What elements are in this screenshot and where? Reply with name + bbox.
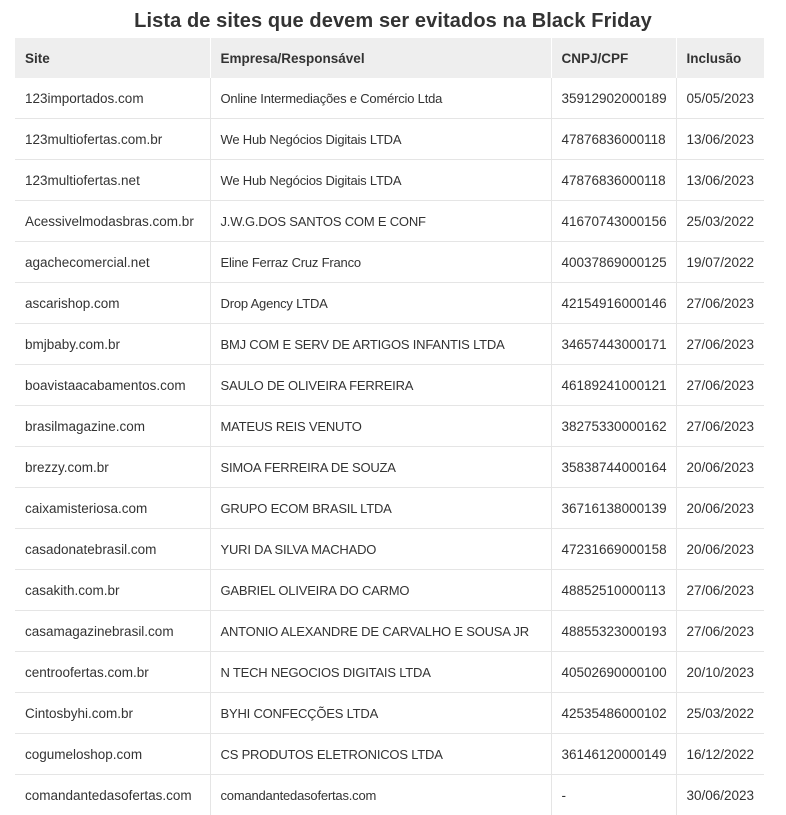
cell-empresa: YURI DA SILVA MACHADO xyxy=(210,529,551,570)
cell-cnpj: - xyxy=(551,775,676,815)
cell-cnpj: 42154916000146 xyxy=(551,283,676,324)
cell-empresa: BMJ COM E SERV DE ARTIGOS INFANTIS LTDA xyxy=(210,324,551,365)
cell-inclusao: 27/06/2023 xyxy=(676,283,764,324)
cell-empresa: J.W.G.DOS SANTOS COM E CONF xyxy=(210,201,551,242)
cell-inclusao: 27/06/2023 xyxy=(676,365,764,406)
cell-empresa: SAULO DE OLIVEIRA FERREIRA xyxy=(210,365,551,406)
cell-empresa: We Hub Negócios Digitais LTDA xyxy=(210,119,551,160)
cell-cnpj: 40037869000125 xyxy=(551,242,676,283)
table-row xyxy=(15,78,764,119)
cell-cnpj: 36716138000139 xyxy=(551,488,676,529)
column-header-empresa: Empresa/Responsável xyxy=(210,38,551,78)
cell-site: 123multiofertas.net xyxy=(15,160,210,201)
table-row xyxy=(15,324,764,365)
cell-site: bmjbaby.com.br xyxy=(15,324,210,365)
cell-empresa: comandantedasofertas.com xyxy=(210,775,551,815)
cell-site: caixamisteriosa.com xyxy=(15,488,210,529)
column-header-inclusao: Inclusão xyxy=(676,38,764,78)
cell-cnpj: 42535486000102 xyxy=(551,693,676,734)
table-row xyxy=(15,734,764,775)
cell-cnpj: 34657443000171 xyxy=(551,324,676,365)
table-body xyxy=(15,78,764,815)
cell-inclusao: 30/06/2023 xyxy=(676,775,764,815)
cell-inclusao: 13/06/2023 xyxy=(676,160,764,201)
cell-cnpj: 46189241000121 xyxy=(551,365,676,406)
cell-site: agachecomercial.net xyxy=(15,242,210,283)
cell-cnpj: 47876836000118 xyxy=(551,119,676,160)
sites-table xyxy=(15,38,764,815)
table-row xyxy=(15,611,764,652)
cell-cnpj: 38275330000162 xyxy=(551,406,676,447)
table-row xyxy=(15,652,764,693)
cell-empresa: GRUPO ECOM BRASIL LTDA xyxy=(210,488,551,529)
table-row xyxy=(15,201,764,242)
table-row xyxy=(15,693,764,734)
cell-inclusao: 27/06/2023 xyxy=(676,406,764,447)
cell-site: brezzy.com.br xyxy=(15,447,210,488)
cell-cnpj: 47231669000158 xyxy=(551,529,676,570)
cell-inclusao: 27/06/2023 xyxy=(676,324,764,365)
cell-site: casakith.com.br xyxy=(15,570,210,611)
table-row xyxy=(15,242,764,283)
cell-inclusao: 13/06/2023 xyxy=(676,119,764,160)
cell-cnpj: 48855323000193 xyxy=(551,611,676,652)
cell-inclusao: 25/03/2022 xyxy=(676,201,764,242)
cell-empresa: ANTONIO ALEXANDRE DE CARVALHO E SOUSA JR xyxy=(210,611,551,652)
cell-empresa: GABRIEL OLIVEIRA DO CARMO xyxy=(210,570,551,611)
cell-site: casamagazinebrasil.com xyxy=(15,611,210,652)
table-row xyxy=(15,775,764,815)
cell-inclusao: 25/03/2022 xyxy=(676,693,764,734)
cell-inclusao: 19/07/2022 xyxy=(676,242,764,283)
cell-site: brasilmagazine.com xyxy=(15,406,210,447)
cell-inclusao: 16/12/2022 xyxy=(676,734,764,775)
cell-inclusao: 27/06/2023 xyxy=(676,611,764,652)
table-row xyxy=(15,283,764,324)
table-row xyxy=(15,529,764,570)
cell-cnpj: 40502690000100 xyxy=(551,652,676,693)
cell-cnpj: 36146120000149 xyxy=(551,734,676,775)
cell-empresa: Drop Agency LTDA xyxy=(210,283,551,324)
cell-empresa: SIMOA FERREIRA DE SOUZA xyxy=(210,447,551,488)
cell-site: cogumeloshop.com xyxy=(15,734,210,775)
cell-site: Cintosbyhi.com.br xyxy=(15,693,210,734)
cell-site: casadonatebrasil.com xyxy=(15,529,210,570)
table-header xyxy=(15,38,764,78)
column-header-cnpj: CNPJ/CPF xyxy=(551,38,676,78)
cell-cnpj: 35838744000164 xyxy=(551,447,676,488)
cell-inclusao: 20/06/2023 xyxy=(676,447,764,488)
cell-empresa: BYHI CONFECÇÕES LTDA xyxy=(210,693,551,734)
table-row xyxy=(15,160,764,201)
cell-empresa: We Hub Negócios Digitais LTDA xyxy=(210,160,551,201)
page-title: Lista de sites que devem ser evitados na Black Friday xyxy=(134,10,652,32)
cell-site: 123importados.com xyxy=(15,78,210,119)
cell-cnpj: 47876836000118 xyxy=(551,160,676,201)
table-row xyxy=(15,570,764,611)
cell-cnpj: 35912902000189 xyxy=(551,78,676,119)
cell-inclusao: 20/10/2023 xyxy=(676,652,764,693)
cell-inclusao: 20/06/2023 xyxy=(676,529,764,570)
cell-empresa: N TECH NEGOCIOS DIGITAIS LTDA xyxy=(210,652,551,693)
cell-site: centroofertas.com.br xyxy=(15,652,210,693)
cell-inclusao: 20/06/2023 xyxy=(676,488,764,529)
table-row xyxy=(15,119,764,160)
cell-site: ascarishop.com xyxy=(15,283,210,324)
table-row xyxy=(15,488,764,529)
cell-cnpj: 41670743000156 xyxy=(551,201,676,242)
column-header-site: Site xyxy=(15,38,210,78)
cell-empresa: MATEUS REIS VENUTO xyxy=(210,406,551,447)
table-row xyxy=(15,365,764,406)
cell-site: 123multiofertas.com.br xyxy=(15,119,210,160)
cell-empresa: Eline Ferraz Cruz Franco xyxy=(210,242,551,283)
cell-site: boavistaacabamentos.com xyxy=(15,365,210,406)
cell-cnpj: 48852510000113 xyxy=(551,570,676,611)
table-row xyxy=(15,406,764,447)
cell-inclusao: 05/05/2023 xyxy=(676,78,764,119)
cell-empresa: CS PRODUTOS ELETRONICOS LTDA xyxy=(210,734,551,775)
cell-site: Acessivelmodasbras.com.br xyxy=(15,201,210,242)
cell-inclusao: 27/06/2023 xyxy=(676,570,764,611)
cell-site: comandantedasofertas.com xyxy=(15,775,210,815)
header-row xyxy=(15,38,764,78)
cell-empresa: Online Intermediações e Comércio Ltda xyxy=(210,78,551,119)
table-row xyxy=(15,447,764,488)
